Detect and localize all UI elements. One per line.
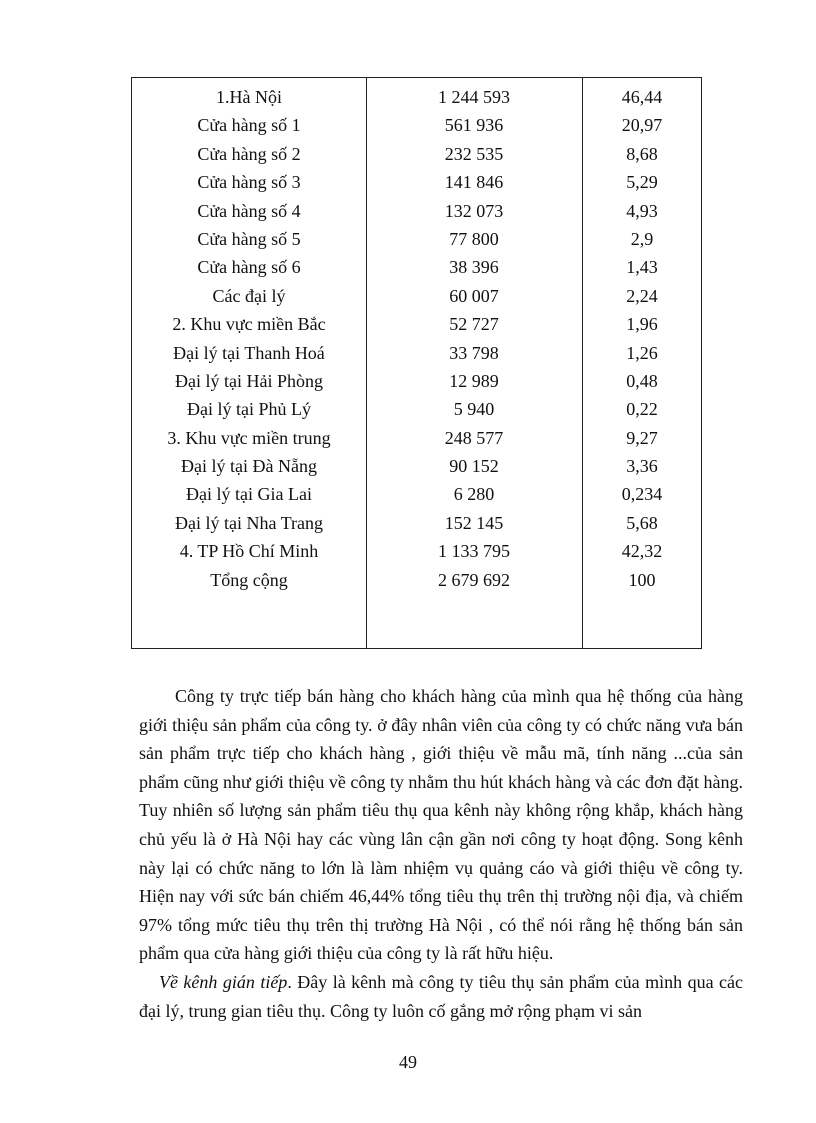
row-name: Đại lý tại Nha Trang: [175, 512, 323, 533]
row-value: 5 940: [453, 399, 495, 420]
row-percent: 100: [628, 569, 656, 590]
sales-table: [131, 77, 702, 649]
row-name: Cửa hàng số 1: [197, 115, 301, 136]
row-value: 2 679 692: [438, 569, 510, 590]
row-value: 1 244 593: [438, 87, 510, 107]
row-percent: 5,29: [626, 172, 658, 193]
table-row: [132, 310, 701, 338]
row-value: 52 727: [449, 314, 499, 335]
body-text: [139, 682, 743, 1025]
row-name: 4. TP Hồ Chí Minh: [179, 541, 319, 562]
paragraph-text: . Đây là kênh mà công ty tiêu thụ sản phẩm của mình qua các đại lý, trung gian tiêu thụ. Công ty luôn cố gắng mở rộng phạm vi sản: [139, 971, 743, 1021]
row-percent: 1,43: [626, 257, 658, 278]
row-value: 132 073: [444, 200, 504, 221]
row-name: Cửa hàng số 2: [197, 143, 301, 164]
row-percent: 9,27: [626, 427, 658, 448]
row-percent: 1,96: [626, 314, 658, 335]
row-name: 2. Khu vực miền Bắc: [172, 314, 326, 335]
table-row: [132, 225, 701, 253]
table-row: [132, 395, 701, 423]
row-percent: 0,234: [621, 484, 663, 505]
row-name: Đại lý tại Thanh Hoá: [173, 342, 325, 363]
row-percent: 20,97: [621, 115, 663, 136]
row-percent: 8,68: [626, 143, 658, 164]
row-percent: 4,93: [626, 200, 658, 221]
row-percent: 0,22: [626, 399, 658, 420]
table-body: [132, 83, 701, 594]
table-row: [132, 168, 701, 196]
row-name: Đại lý tại Phủ Lý: [187, 399, 311, 420]
row-percent: 3,36: [626, 456, 658, 477]
row-value: 38 396: [449, 257, 499, 278]
row-value: 141 846: [444, 172, 504, 193]
table-row: [132, 367, 701, 395]
row-value: 6 280: [453, 484, 495, 505]
row-name: Cửa hàng số 5: [197, 228, 301, 249]
table-row: [132, 282, 701, 310]
row-value: 90 152: [449, 456, 499, 477]
row-name: Đại lý tại Gia Lai: [186, 484, 312, 505]
row-percent: 46,44: [621, 87, 663, 107]
paragraph: [139, 968, 743, 1025]
paragraph: Công ty trực tiếp bán hàng cho khách hàng của mình qua hệ thống của hàng giới thiệu sản phẩm của công ty. ở đây nhân viên của công ty có chức năng vưa bán sản phẩm trực tiếp cho khách hàng , giới thiệu về mẫu mã, tính năng ...của sản phẩm cũng như giới thiệu về công ty nhằm thu hút khách hàng và các đơn đặt hàng. Tuy nhiên số lượng sản phẩm tiêu thụ qua kênh này không rộng khắp, khách hàng chủ yếu là ở Hà Nội hay các vùng lân cận gần nơi công ty hoạt động. Song kênh này lại có chức năng to lớn là làm nhiệm vụ quảng cáo và giới thiệu về công ty. Hiện nay với sức bán chiếm 46,44% tổng tiêu thụ trên thị trường nội địa, và chiếm 97% tổng mức tiêu thụ trên thị trường Hà Nội , có thể nói rằng hệ thống bán sản phẩm qua cửa hàng giới thiệu của công ty là rất hữu hiệu.: [139, 686, 743, 964]
table-row: [132, 140, 701, 168]
row-percent: 42,32: [621, 541, 663, 562]
row-name: Các đại lý: [212, 285, 286, 306]
table-row: [132, 111, 701, 139]
row-value: 232 535: [444, 143, 504, 164]
italic-lead: Về kênh gián tiếp: [159, 971, 288, 992]
table-row: [132, 253, 701, 281]
table-row: [132, 197, 701, 225]
row-value: 1 133 795: [438, 541, 510, 562]
row-name: Cửa hàng số 4: [197, 200, 301, 221]
page-number: 49: [399, 1052, 417, 1072]
row-name: Đại lý tại Hải Phòng: [175, 370, 323, 391]
row-value: 33 798: [449, 342, 499, 363]
row-name: 3. Khu vực miền trung: [167, 427, 331, 448]
row-name: Tổng cộng: [210, 569, 288, 590]
row-value: 248 577: [444, 427, 504, 448]
row-percent: 0,48: [626, 370, 658, 391]
row-percent: 2,24: [626, 285, 658, 306]
row-percent: 1,26: [626, 342, 658, 363]
row-value: 12 989: [449, 370, 499, 391]
row-percent: 2,9: [630, 228, 654, 249]
table-row: [132, 537, 701, 565]
table-row: [132, 83, 701, 111]
table-row: [132, 424, 701, 452]
row-name: Cửa hàng số 3: [197, 172, 301, 193]
row-name: 1.Hà Nội: [216, 87, 282, 107]
row-percent: 5,68: [626, 512, 658, 533]
table-row: [132, 339, 701, 367]
table-row: [132, 480, 701, 508]
table-row: [132, 452, 701, 480]
row-name: Đại lý tại Đà Nẵng: [181, 456, 317, 477]
row-name: Cửa hàng số 6: [197, 257, 301, 278]
row-value: 60 007: [449, 285, 499, 306]
row-value: 561 936: [444, 115, 504, 136]
table-row: [132, 566, 701, 594]
row-value: 77 800: [449, 228, 499, 249]
row-value: 152 145: [444, 512, 504, 533]
table-row: [132, 509, 701, 537]
